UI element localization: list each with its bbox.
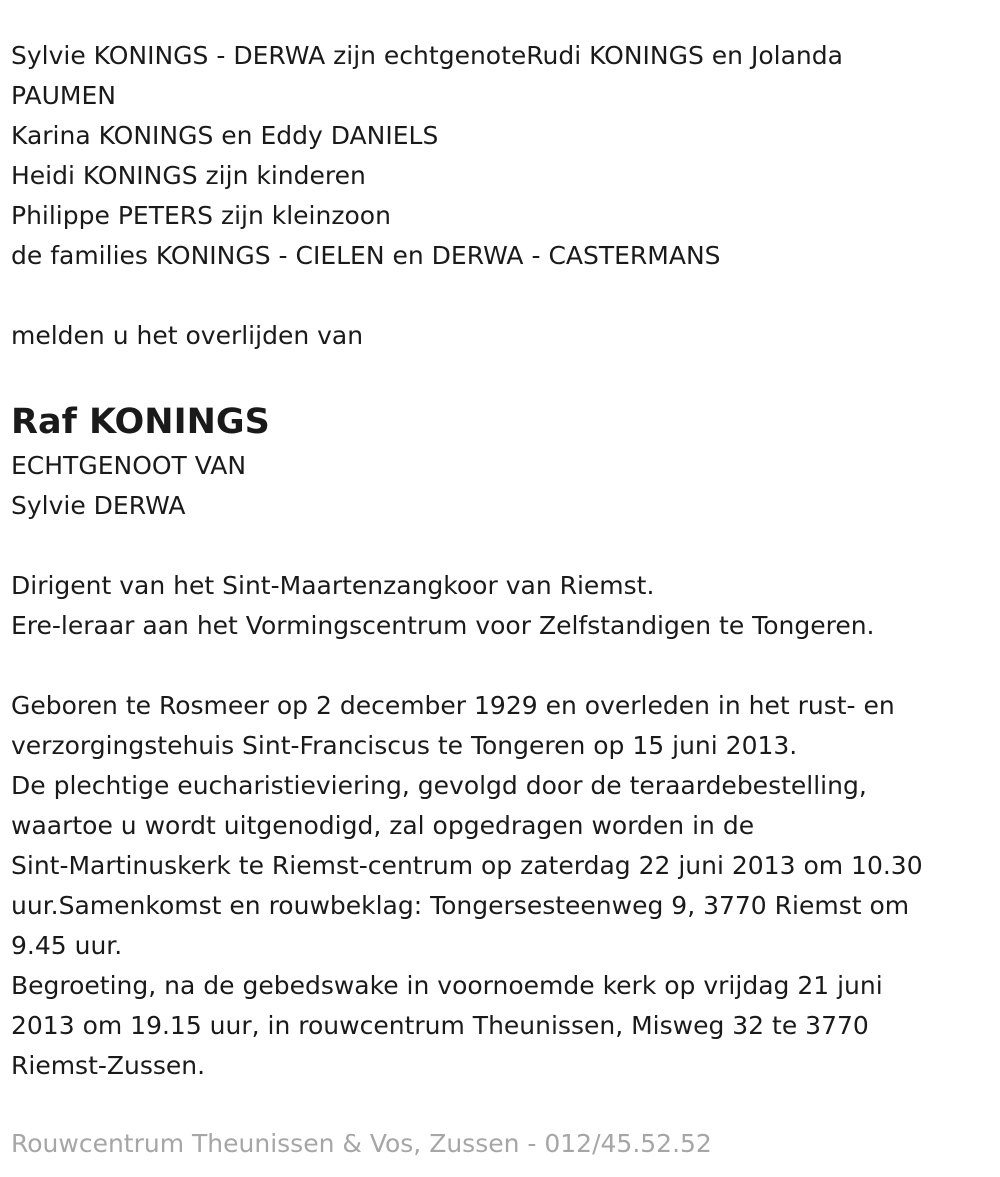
family-line: Karina KONINGS en Eddy DANIELS <box>11 121 439 150</box>
relation-label: ECHTGENOOT VAN <box>11 451 247 480</box>
spacer <box>11 526 986 566</box>
family-line: Sylvie KONINGS - DERWA zijn echtgenoteRudi KONINGS en Jolanda <box>11 41 843 70</box>
family-line: PAUMEN <box>11 81 116 110</box>
roles-list <box>11 566 986 646</box>
details-line: 2013 om 19.15 uur, in rouwcentrum Theunissen, Misweg 32 te 3770 <box>11 1011 869 1040</box>
details-line: Begroeting, na de gebedswake in voornoemde kerk op vrijdag 21 juni <box>11 971 883 1000</box>
details-line: De plechtige eucharistieviering, gevolgd door de teraardebestelling, <box>11 771 867 800</box>
spacer <box>11 356 986 396</box>
family-line: Heidi KONINGS zijn kinderen <box>11 161 366 190</box>
spacer <box>11 276 986 316</box>
obituary-text <box>11 36 986 1086</box>
details-line: uur.Samenkomst en rouwbeklag: Tongersesteenweg 9, 3770 Riemst om <box>11 891 910 920</box>
details-line: 9.45 uur. <box>11 931 123 960</box>
role-line: Dirigent van het Sint-Maartenzangkoor van Riemst. <box>11 571 655 600</box>
family-line: de families KONINGS - CIELEN en DERWA - CASTERMANS <box>11 241 721 270</box>
details-line: waartoe u wordt uitgenodigd, zal opgedragen worden in de <box>11 811 755 840</box>
funeral-home-credit: Rouwcentrum Theunissen & Vos, Zussen - 012/45.52.52 <box>11 1129 712 1158</box>
funeral-details <box>11 686 986 1086</box>
spouse-name: Sylvie DERWA <box>11 491 186 520</box>
spacer <box>11 646 986 686</box>
family-list <box>11 36 986 276</box>
deceased-name: Raf KONINGS <box>11 402 270 442</box>
details-line: verzorgingstehuis Sint-Franciscus te Tongeren op 15 juni 2013. <box>11 731 798 760</box>
family-line: Philippe PETERS zijn kleinzoon <box>11 201 391 230</box>
details-line: Sint-Martinuskerk te Riemst-centrum op zaterdag 22 juni 2013 om 10.30 <box>11 851 923 880</box>
announcement-text: melden u het overlijden van <box>11 321 364 350</box>
role-line: Ere-leraar aan het Vormingscentrum voor Zelfstandigen te Tongeren. <box>11 611 875 640</box>
details-line: Geboren te Rosmeer op 2 december 1929 en overleden in het rust- en <box>11 691 895 720</box>
details-line: Riemst-Zussen. <box>11 1051 206 1080</box>
